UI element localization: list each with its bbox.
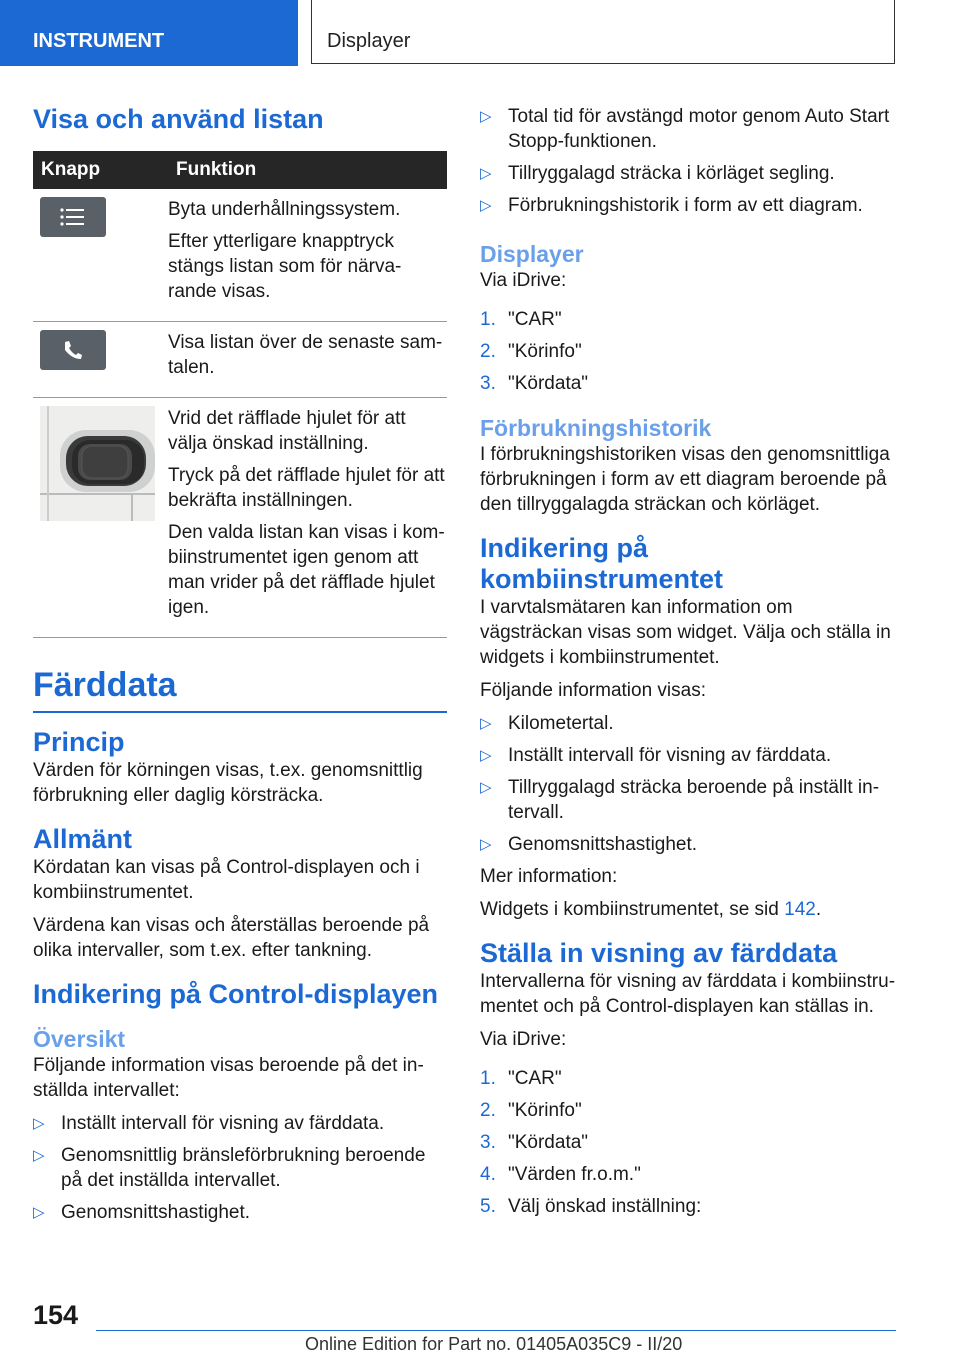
list-item: ▷ Tillryggalagd sträcka i körläget segling. (480, 163, 835, 184)
table-cell-text: Den valda listan kan visas i kom-biinstrumentet igen genom att man vrider på det räfflade hjulet igen. (168, 522, 445, 618)
triangle-bullet-icon: ▷ (33, 1147, 45, 1164)
table-cell-text: Visa listan över de senaste sam-talen. (168, 332, 443, 378)
footer-divider (96, 1330, 896, 1331)
list-item: ▷ Förbrukningshistorik i form av ett diagram. (480, 195, 863, 216)
table-row (33, 398, 447, 638)
triangle-bullet-icon: ▷ (480, 747, 492, 764)
body-text: Värdena kan visas och återställas beroende på olika intervaller, som t.ex. efter tankning. (33, 915, 430, 961)
list-item: 1. "CAR" (480, 1068, 562, 1089)
divider (33, 711, 447, 713)
list-item: ▷ Inställt intervall för visning av färddata. (480, 745, 832, 766)
page-number: 154 (33, 1300, 79, 1330)
table-header-function: Funktion (168, 151, 447, 189)
body-text: I varvtalsmätaren kan information om vägsträckan visas som widget. Välja och ställa in widgets i kombiinstrumentet. (480, 597, 891, 668)
body-text: Mer information: (480, 866, 618, 887)
table-header-button: Knapp (33, 151, 168, 189)
body-text: Följande information visas: (480, 680, 706, 701)
steps-list-1 (480, 307, 898, 396)
triangle-bullet-icon: ▷ (33, 1204, 45, 1221)
header-section-tab: INSTRUMENT (0, 0, 298, 66)
function-table (33, 151, 447, 638)
top-list (480, 104, 898, 218)
body-text: Följande information visas beroende på det in-ställda intervallet: (33, 1055, 424, 1101)
list-item: 1. "CAR" (480, 309, 562, 330)
list-item: 5. Välj önskad inställning: (480, 1196, 702, 1217)
subsection-title-forbrukningshistorik: Förbrukningshistorik (480, 415, 712, 441)
list-item: ▷ Kilometertal. (480, 713, 614, 734)
left-column (33, 96, 447, 1232)
body-text: Via iDrive: (480, 1029, 567, 1050)
list-item: 3. "Kördata" (480, 373, 589, 394)
table-row (33, 189, 447, 322)
subsection-title-princip: Princip (33, 727, 125, 757)
subsection-title-control-display: Indikering på Control-displayen (33, 979, 439, 1009)
body-text: I förbrukningshistoriken visas den genomsnittliga förbrukningen i form av ett diagram beroende på den tillryggalagda sträckan och körläget. (480, 444, 890, 515)
kombi-list (480, 711, 898, 857)
subsection-title-displayer: Displayer (480, 241, 584, 267)
phone-icon (40, 330, 106, 370)
triangle-bullet-icon: ▷ (480, 165, 492, 182)
body-text: Widgets i kombiinstrumentet, se sid 142. (480, 899, 822, 920)
table-cell-text: Vrid det räfflade hjulet för att välja önskad inställning. (168, 408, 406, 454)
list-item: 4. "Värden fr.o.m." (480, 1164, 641, 1185)
triangle-bullet-icon: ▷ (480, 197, 492, 214)
subsection-title-kombiinstrument: Indikering på kombiinstrumentet (480, 533, 724, 594)
overview-list (33, 1111, 447, 1225)
footer-edition: Online Edition for Part no. 01405A035C9 - II/20 (305, 1334, 683, 1354)
body-text: Kördatan kan visas på Control-displayen och i kombiinstrumentet. (33, 857, 420, 903)
right-column (480, 104, 898, 1226)
triangle-bullet-icon: ▷ (480, 715, 492, 732)
table-cell-text: Byta underhållningssystem. (168, 199, 401, 220)
table-cell-text: Tryck på det räfflade hjulet för att bekräfta inställningen. (168, 465, 445, 511)
body-text: Värden för körningen visas, t.ex. genomsnittlig förbrukning eller daglig körsträcka. (33, 760, 423, 806)
list-item: ▷ Tillryggalagd sträcka beroende på inställt in-tervall. (480, 777, 880, 823)
body-text: Via iDrive: (480, 270, 567, 291)
list-item: ▷ Genomsnittshastighet. (33, 1202, 251, 1223)
controller-wheel-icon (40, 406, 155, 521)
triangle-bullet-icon: ▷ (480, 779, 492, 796)
steps-list-2 (480, 1066, 898, 1219)
list-item: ▷ Inställt intervall för visning av färddata. (33, 1113, 385, 1134)
list-item: 3. "Kördata" (480, 1132, 589, 1153)
triangle-bullet-icon: ▷ (480, 836, 492, 853)
chapter-title-farddata: Färddata (33, 666, 177, 704)
triangle-bullet-icon: ▷ (33, 1115, 45, 1132)
list-menu-icon (40, 197, 106, 237)
table-cell-text: Efter ytterligare knapptryck stängs listan som för närva-rande visas. (168, 231, 402, 302)
body-text: Intervallerna för visning av färddata i kombiinstru-mentet och på Control-displayen kan ställas in. (480, 971, 896, 1017)
list-item: ▷ Total tid för avstängd motor genom Auto Start Stopp-funktionen. (480, 106, 890, 152)
triangle-bullet-icon: ▷ (480, 108, 492, 125)
page-link-142[interactable]: 142 (784, 899, 816, 920)
table-row (33, 322, 447, 398)
section-title-list: Visa och använd listan (33, 104, 324, 134)
header-chapter-tab: Displayer (311, 0, 895, 64)
list-item: 2. "Körinfo" (480, 341, 582, 362)
subsection-title-oversikt: Översikt (33, 1026, 126, 1052)
subsection-title-stalla-in: Ställa in visning av färddata (480, 938, 838, 968)
subsection-title-allmant: Allmänt (33, 824, 133, 854)
list-item: ▷ Genomsnittlig bränsleförbrukning beroende på det inställda intervallet. (33, 1145, 426, 1191)
list-item: ▷ Genomsnittshastighet. (480, 834, 698, 855)
list-item: 2. "Körinfo" (480, 1100, 582, 1121)
